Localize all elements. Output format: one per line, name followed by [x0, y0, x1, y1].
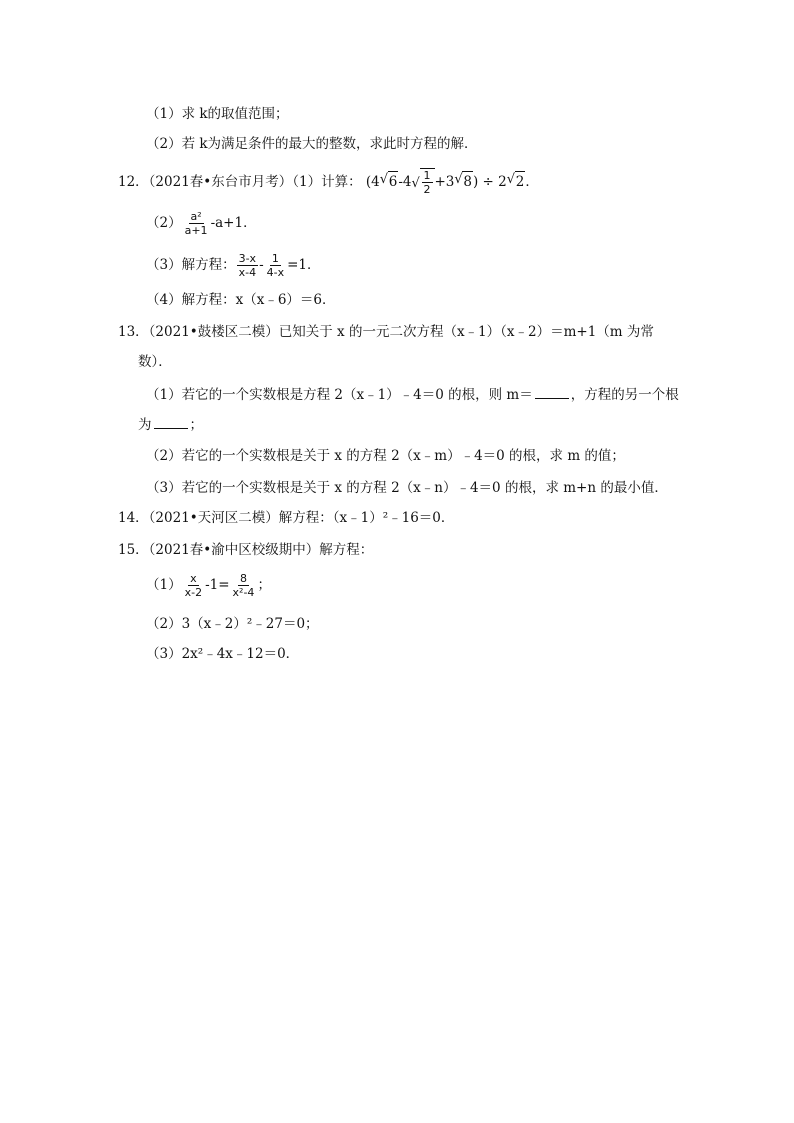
q13-part2: （2）若它的一个实数根是关于 x 的方程 2（x﹣m）﹣4＝0 的根，求 m 的值； [146, 448, 625, 464]
q12-part2: （2） $\frac{\text{a²}}{a+1}$ -a+1． [146, 210, 257, 237]
q12-line1 [118, 168, 539, 196]
q15-heading: 15．（2021春•渝中区校级期中）解方程： [118, 542, 374, 558]
q14-text: 14．（2021•天河区二模）解方程：（x﹣1）²﹣16＝0． [118, 510, 455, 526]
q15-part1: （1） $\frac{x}{x-2}$ -1= $\frac{8}{\text{x²-4}}$ ； [146, 572, 271, 599]
q11-part1: （1）求 k的取值范围； [146, 106, 289, 122]
q13-heading: 13．（2021•鼓楼区二模）已知关于 x 的一元二次方程（x﹣1）（x﹣2）＝m+1（m 为常 [118, 324, 654, 340]
q15-part1-fraction-1: $\frac{x}{x-2}$ [184, 572, 203, 599]
q12-expression-1: (4 √ 6-4 √ $\frac{1}{2}$ +3 √ 8) ÷ 2 √ 2． [365, 169, 539, 196]
q12-part3: （3）解方程： $\frac{3-x}{x-4}$ - $\frac{1}{4-x}$ =1． [146, 252, 321, 279]
answer-blank-m[interactable] [535, 384, 569, 399]
q13-part3: （3）若它的一个实数根是关于 x 的方程 2（x﹣n）﹣4＝0 的根，求 m+n 的最小值． [146, 480, 668, 496]
q11-part2: （2）若 k为满足条件的最大的整数，求此时方程的解． [146, 136, 478, 152]
q15-part3: （3）2x²﹣4x﹣12＝0． [146, 646, 300, 662]
q12-part3-fraction-2: $\frac{1}{4-x}$ [266, 252, 285, 279]
q13-part1-cont: 为 ； [138, 414, 203, 435]
q12-part2-fraction: $\frac{\text{a²}}{a+1}$ [184, 210, 208, 237]
q12-heading: 12．（2021春•东台市月考）（1）计算： [118, 174, 362, 190]
q13-part1: （1）若它的一个实数根是方程 2（x﹣1）﹣4＝0 的根，则 m＝ ，方程的另一个根 [146, 384, 679, 405]
answer-blank-other-root[interactable] [154, 414, 188, 429]
q15-part2: （2）3（x﹣2）²﹣27＝0； [146, 616, 319, 632]
q15-part1-fraction-2: $\frac{8}{\text{x²-4}}$ [232, 572, 255, 599]
q12-part3-fraction-1: $\frac{3-x}{x-4}$ [238, 252, 257, 279]
q12-part4: （4）解方程：x（x﹣6）＝6． [146, 292, 336, 308]
q13-heading-cont: 数）． [138, 354, 172, 370]
